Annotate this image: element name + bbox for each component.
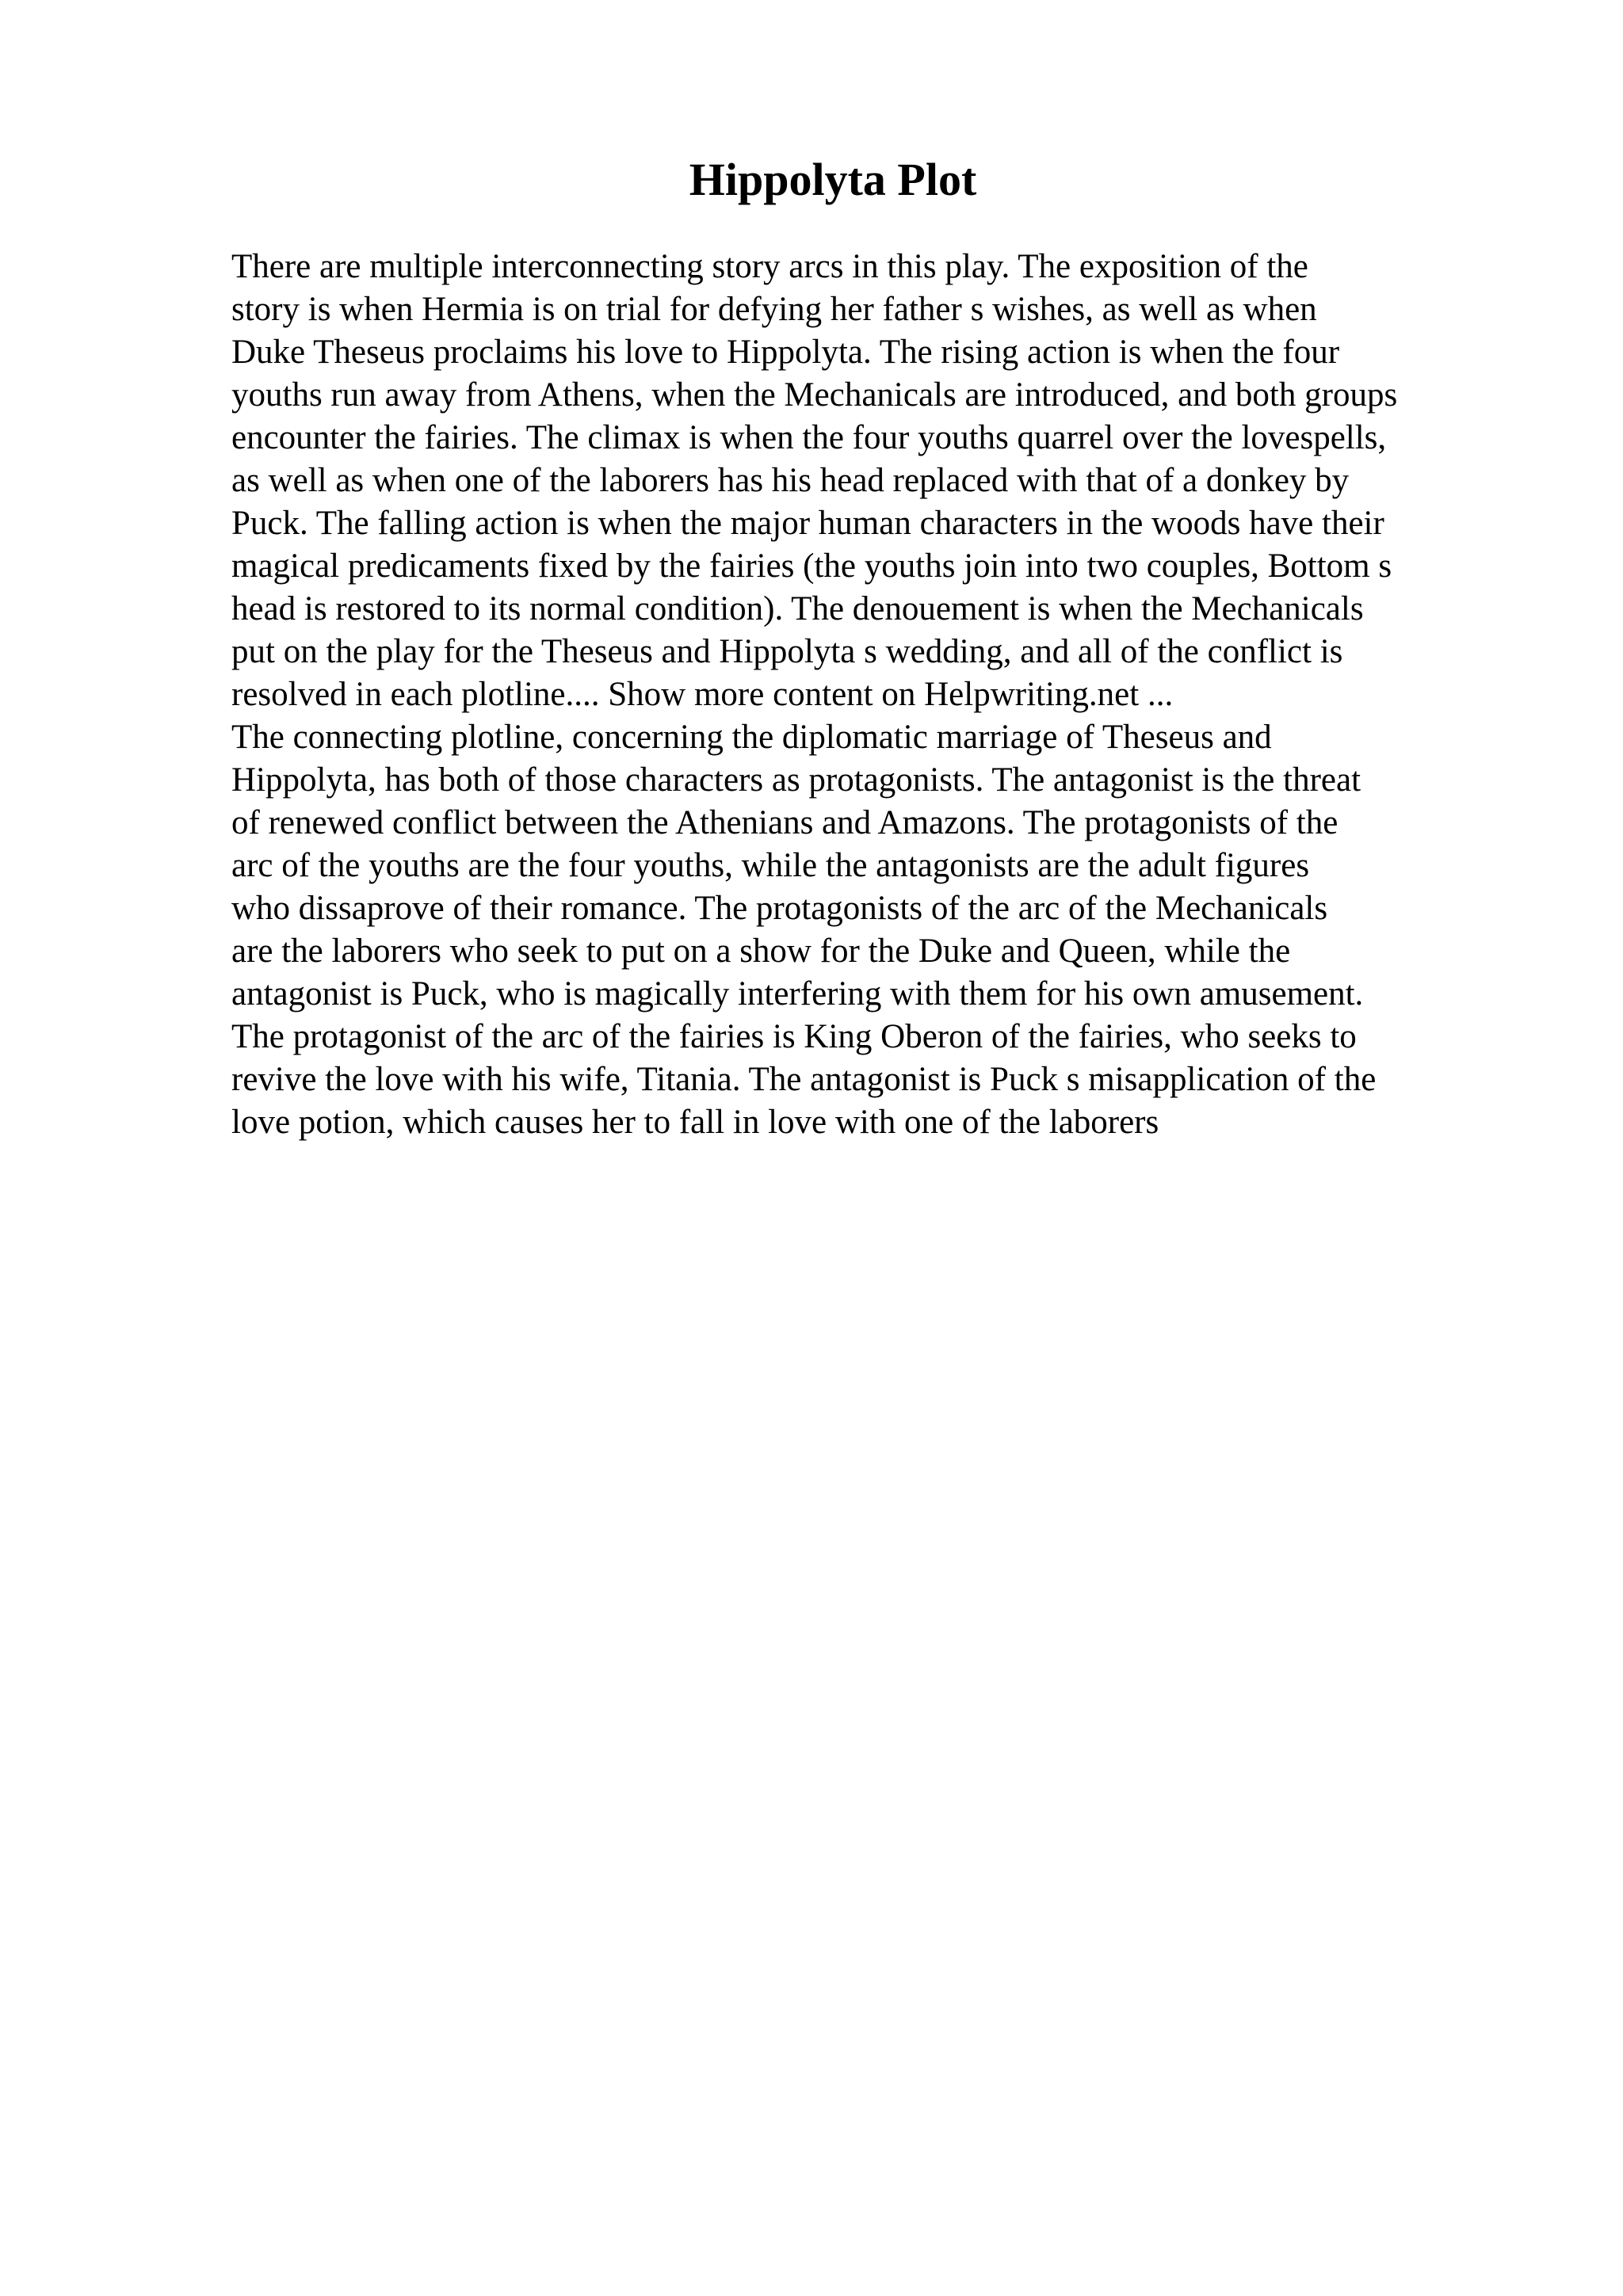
- text-line: The protagonist of the arc of the fairies is King Oberon of the fairies, who seeks to: [231, 1018, 1357, 1055]
- text-line: story is when Hermia is on trial for defying her father s wishes, as well as when: [231, 291, 1317, 328]
- text-line: are the laborers who seek to put on a show for the Duke and Queen, while the: [231, 933, 1291, 970]
- text-line: The connecting plotline, concerning the diplomatic marriage of Theseus and: [231, 719, 1272, 756]
- text-line: There are multiple interconnecting story arcs in this play. The exposition of the: [231, 248, 1308, 285]
- text-line: head is restored to its normal condition). The denouement is when the Mechanicals: [231, 590, 1364, 627]
- text-line: of renewed conflict between the Athenians and Amazons. The protagonists of the: [231, 804, 1338, 841]
- text-line: Puck. The falling action is when the major human characters in the woods have their: [231, 505, 1384, 542]
- body-text: [231, 246, 1594, 1144]
- text-line: Hippolyta, has both of those characters as protagonists. The antagonist is the threat: [231, 761, 1361, 799]
- text-line: Duke Theseus proclaims his love to Hippolyta. The rising action is when the four: [231, 334, 1340, 371]
- text-line: youths run away from Athens, when the Mechanicals are introduced, and both groups: [231, 376, 1398, 414]
- text-line: resolved in each plotline.... Show more content on Helpwriting.net ...: [231, 676, 1174, 713]
- text-line: encounter the fairies. The climax is when the four youths quarrel over the lovespells,: [231, 419, 1387, 456]
- text-line: who dissaprove of their romance. The protagonists of the arc of the Mechanicals: [231, 890, 1328, 927]
- text-line: put on the play for the Theseus and Hippolyta s wedding, and all of the conflict is: [231, 633, 1343, 670]
- text-line: love potion, which causes her to fall in love with one of the laborers: [231, 1104, 1159, 1141]
- text-line: arc of the youths are the four youths, while the antagonists are the adult figures: [231, 847, 1310, 884]
- text-line: magical predicaments fixed by the fairies (the youths join into two couples, Bottom s: [231, 547, 1392, 585]
- text-line: antagonist is Puck, who is magically interfering with them for his own amusement.: [231, 975, 1364, 1013]
- text-line: revive the love with his wife, Titania. The antagonist is Puck s misapplication of the: [231, 1061, 1377, 1098]
- text-line: as well as when one of the laborers has his head replaced with that of a donkey by: [231, 462, 1350, 499]
- page-title: Hippolyta Plot: [689, 154, 977, 205]
